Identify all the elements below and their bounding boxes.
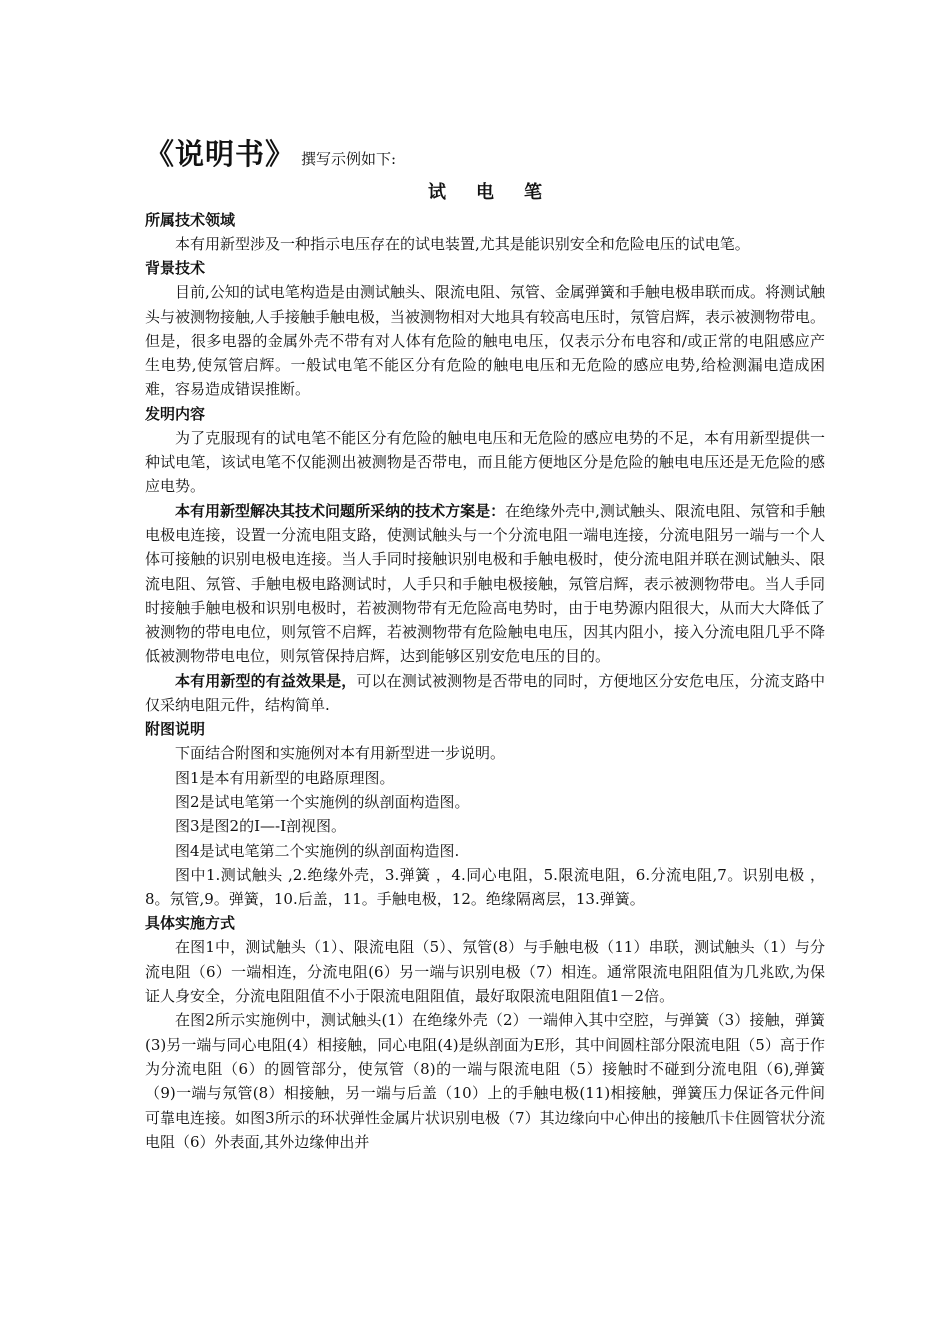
paragraph: 目前,公知的试电笔构造是由测试触头、限流电阻、氖管、金属弹簧和手触电极串联而成。将测试触头与被测物接触,人手接触手触电极，当被测物相对大地具有较高电压时，氖管启辉，表示被测物带电。但是，很多电器的金属外壳不带有对人体有危险的触电电压，仅表示分布电容和/或正常的电阻感应产生电势,使氖管启辉。一般试电笔不能区分有危险的触电电压和无危险的感应电势,给检测漏电造成困难，容易造成错误推断。 bbox=[145, 283, 825, 399]
section-heading-invention: 发明内容 bbox=[145, 404, 206, 423]
paragraph: 图中1.测试触头 ,2.绝缘外壳，3.弹簧 ，4.同心电阻，5.限流电阻，6.分流电阻,7。识别电极 ，8。氖管,9。弹簧，10.后盖，11。手触电极，12。绝缘隔离层，13.弹簧。 bbox=[145, 865, 825, 909]
paragraph: 图3是图2的I—-I剖视图。 bbox=[175, 817, 347, 836]
section-heading-background: 背景技术 bbox=[145, 259, 206, 278]
paragraph: 在图1中，测试触头（1）、限流电阻（5）、氖管(8）与手触电极（11）串联，测试触头（1）与分流电阻（6）一端相连，分流电阻(6）另一端与识别电极（7）相连。通常限流电阻阻值为几兆欧,为保证人身安全，分流电阻阻值不小于限流电阻阻值，最好取限流电阻阻值1－2倍。 bbox=[145, 938, 825, 1006]
paragraph-body: 在绝缘外壳中,测试触头、限流电阻、氖管和手触电极电连接，设置一分流电阻支路，使测试触头与一个分流电阻一端电连接，分流电阻另一端与一个人体可接触的识别电极电连接。当人手同时接触识别电极和手触电极时，使分流电阻并联在测试触头、限流电阻、氖管、手触电极电路测试时，人手只和手触电极接触，氖管启辉，表示被测物带电。当人手同时接触手触电极和识别电极时，若被测物带有无危险高电势时，由于电势源内阻很大，从而大大降低了被测物的带电电位，则氖管不启辉，若被测物带有危险触电电压，因其内阻小，接入分流电阻几乎不降低被测物带电电位，则氖管保持启辉，达到能够区别安危电压的目的。 bbox=[145, 501, 825, 666]
section-heading-field: 所属技术领域 bbox=[145, 211, 236, 229]
paragraph: 图4是试电笔第二个实施例的纵剖面构造图. bbox=[175, 841, 460, 860]
paragraph: 下面结合附图和实施例对本有用新型进一步说明。 bbox=[175, 744, 506, 763]
paragraph bbox=[145, 499, 825, 669]
paragraph: 本有用新型涉及一种指示电压存在的试电装置,尤其是能识别安全和危险电压的试电笔。 bbox=[175, 235, 750, 253]
paragraph bbox=[145, 669, 825, 718]
paragraph-lead: 本有用新型解决其技术问题所采纳的技术方案是： bbox=[175, 501, 506, 520]
paragraph: 在图2所示实施例中，测试触头(1）在绝缘外壳（2）一端伸入其中空腔，与弹簧（3）接触，弹簧(3)另一端与同心电阻(4）相接触，同心电阻(4)是纵剖面为E形，其中间圆柱部分限流电阻（5）高于作为分流电阻（6）的圆管部分，使氖管（8)的一端与限流电阻（5）接触时不碰到分流电阻（6),弹簧（9)一端与氖管(8）相接触，另一端与后盖（10）上的手触电极(11)相接触，弹簧压力保证各元件间可靠电连接。如图3所示的环状弹性金属片状识别电极（7）其边缘向中心伸出的接触爪卡住圆管状分流电阻（6）外表面,其外边缘伸出并 bbox=[145, 1011, 825, 1151]
document-header bbox=[145, 132, 825, 176]
section-heading-figures: 附图说明 bbox=[145, 720, 206, 739]
subject-title: 试电笔 bbox=[428, 182, 572, 203]
section-heading-embodiment: 具体实施方式 bbox=[145, 914, 236, 933]
document-note: 撰写示例如下: bbox=[301, 150, 397, 168]
paragraph: 为了克服现有的试电笔不能区分有危险的触电电压和无危险的感应电势的不足，本有用新型提供一种试电笔，该试电笔不仅能测出被测物是否带电，而且能方便地区分是危险的触电电压还是无危险的感应电势。 bbox=[145, 428, 825, 496]
paragraph: 图1是本有用新型的电路原理图。 bbox=[175, 768, 395, 787]
paragraph-lead: 本有用新型的有益效果是， bbox=[175, 671, 357, 690]
document-title: 《说明书》 bbox=[145, 137, 296, 171]
document-body bbox=[145, 132, 825, 1154]
paragraph: 图2是试电笔第一个实施例的纵剖面构造图。 bbox=[175, 792, 470, 811]
paragraph-body: 可以在测试被测物是否带电的同时，方便地区分安危电压，分流支路中仅采纳电阻元件，结构简单. bbox=[145, 671, 825, 715]
